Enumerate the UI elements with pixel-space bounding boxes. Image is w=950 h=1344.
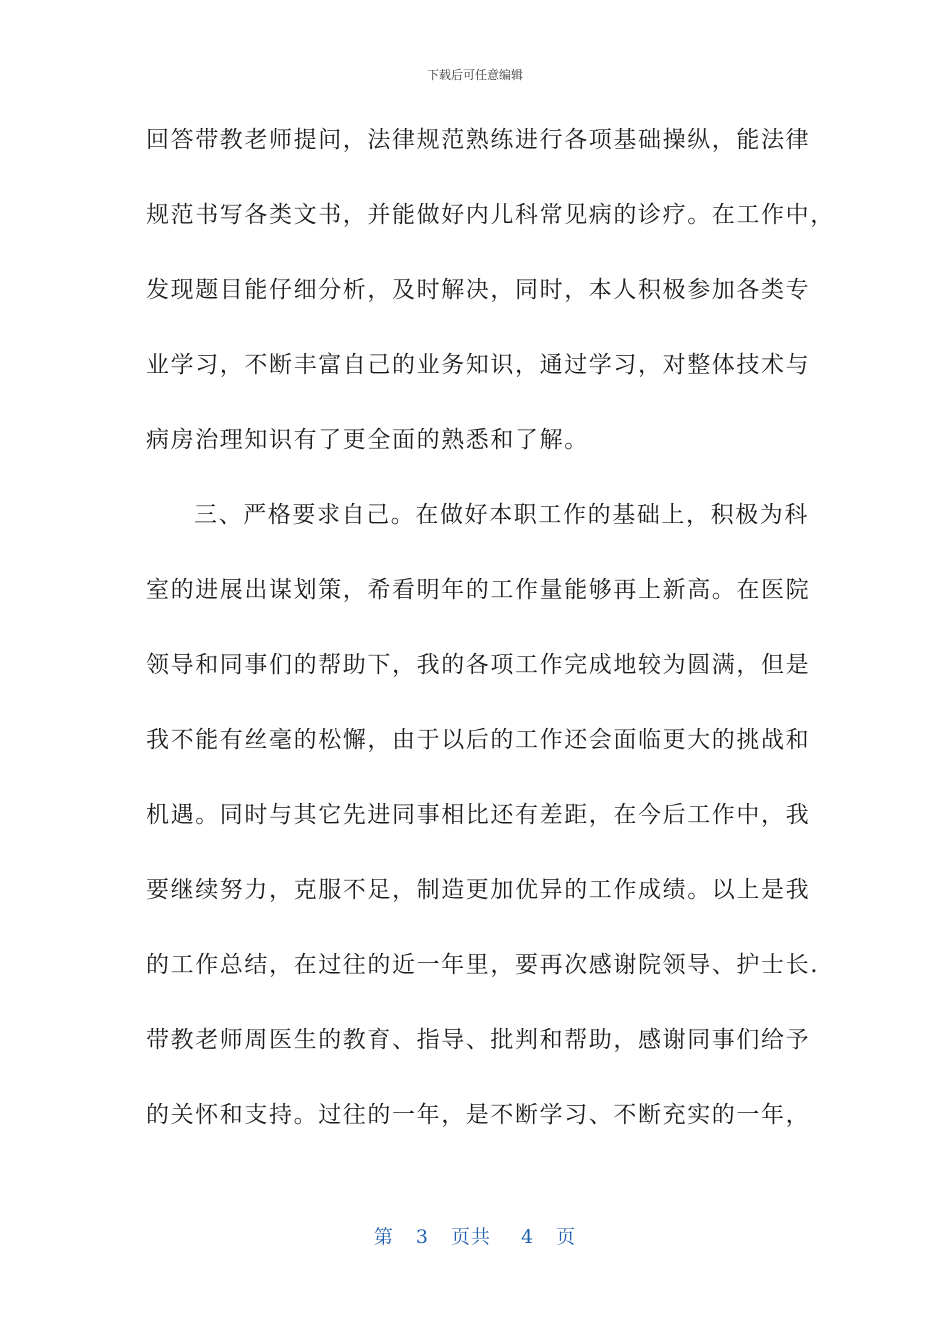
text-line: 回答带教老师提问，法律规范熟练进行各项基础操纵，能法律 — [146, 127, 811, 153]
text-line: 要继续努力，克服不足，制造更加优异的工作成绩。以上是我 — [146, 877, 811, 903]
text-line: 室的进展出谋划策，希看明年的工作量能够再上新高。在医院 — [146, 577, 811, 603]
text-line: 机遇。同时与其它先进同事相比还有差距，在今后工作中，我 — [146, 802, 811, 828]
page-header: 下载后可任意编辑 — [426, 68, 523, 82]
current-page-number: 3 — [415, 1226, 429, 1248]
total-pages-number: 4 — [521, 1226, 535, 1248]
page-footer — [0, 1222, 950, 1249]
text-line: 业学习，不断丰富自己的业务知识，通过学习，对整体技术与 — [146, 352, 811, 378]
text-line: 规范书写各类文书，并能做好内儿科常见病的诊疗。在工作中， — [146, 202, 835, 228]
text-line: 的关怀和支持。过往的一年，是不断学习、不断充实的一年， — [146, 1102, 811, 1128]
text-line: 发现题目能仔细分析，及时解决，同时，本人积极参加各类专 — [146, 277, 811, 303]
footer-suffix: 页 — [556, 1226, 577, 1248]
footer-prefix: 第 — [373, 1226, 394, 1248]
footer-middle: 页共 — [450, 1226, 491, 1248]
text-line: 带教老师周医生的教育、指导、批判和帮助，感谢同事们给予 — [146, 1027, 811, 1053]
text-line: 领导和同事们的帮助下，我的各项工作完成地较为圆满，但是 — [146, 652, 811, 678]
text-line: 我不能有丝毫的松懈，由于以后的工作还会面临更大的挑战和 — [146, 727, 811, 753]
text-line: 的工作总结，在过往的近一年里，要再次感谢院领导、护士长. — [146, 952, 820, 978]
paragraph-start-line: 三、严格要求自己。在做好本职工作的基础上，积极为科 — [194, 502, 809, 528]
text-line: 病房治理知识有了更全面的熟悉和了解。 — [146, 427, 589, 453]
